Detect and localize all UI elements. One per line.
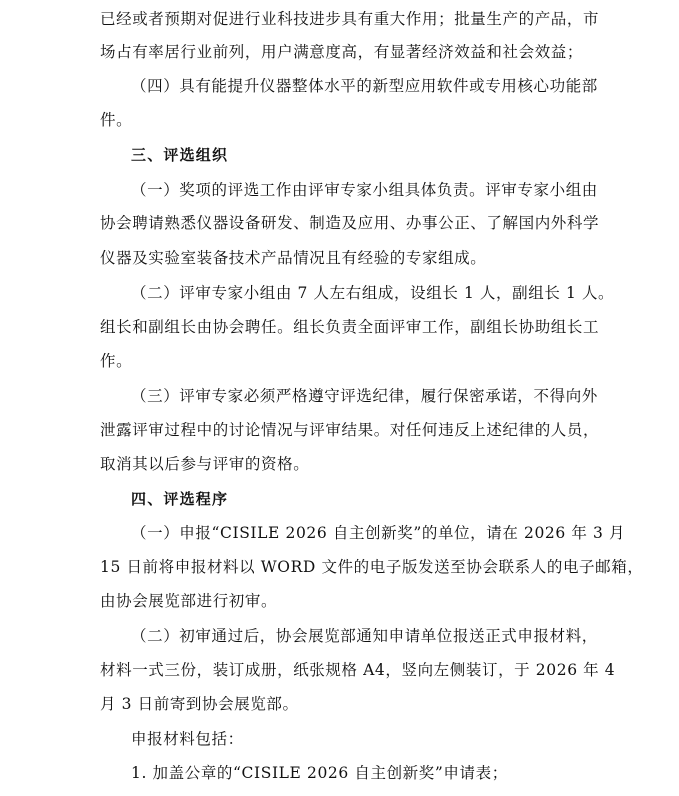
text-line: 组长和副组长由协会聘任。组长负责全面评审工作，副组长协助组长工 bbox=[100, 318, 600, 336]
section-heading: 四、评选程序 bbox=[131, 490, 229, 508]
text-line: 作。 bbox=[100, 352, 133, 370]
text-line: （一）申报“CISILE 2026 自主创新奖”的单位，请在 2026 年 3 月 bbox=[131, 524, 626, 542]
text-line: 材料一式三份，装订成册，纸张规格 A4，竖向左侧装订，于 2026 年 4 bbox=[100, 661, 616, 679]
text-line: 件。 bbox=[100, 111, 133, 129]
text-line: 已经或者预期对促进行业科技进步具有重大作用；批量生产的产品，市 bbox=[100, 10, 600, 28]
text-line: 15 日前将申报材料以 WORD 文件的电子版发送至协会联系人的电子邮箱， bbox=[100, 558, 644, 576]
text-line: （二）初审通过后，协会展览部通知申请单位报送正式申报材料， bbox=[131, 627, 598, 645]
text-line: 协会聘请熟悉仪器设备研发、制造及应用、办事公正、了解国内外科学 bbox=[100, 214, 600, 232]
section-heading: 三、评选组织 bbox=[131, 146, 229, 164]
text-line: （三）评审专家必须严格遵守评选纪律，履行保密承诺，不得向外 bbox=[131, 387, 598, 405]
text-line: 月 3 日前寄到协会展览部。 bbox=[100, 695, 299, 713]
text-line: （一）奖项的评选工作由评审专家小组具体负责。评审专家小组由 bbox=[131, 181, 598, 199]
text-line: 1. 加盖公章的“CISILE 2026 自主创新奖”申请表； bbox=[131, 764, 508, 782]
text-line: （二）评审专家小组由 7 人左右组成，设组长 1 人，副组长 1 人。 bbox=[131, 284, 615, 302]
text-line: 场占有率居行业前列，用户满意度高，有显著经济效益和社会效益； bbox=[100, 43, 584, 61]
text-line: 仪器及实验室装备技术产品情况且有经验的专家组成。 bbox=[100, 249, 487, 267]
text-line: 由协会展览部进行初审。 bbox=[100, 592, 278, 610]
text-line: 取消其以后参与评审的资格。 bbox=[100, 455, 310, 473]
text-line: 申报材料包括： bbox=[131, 730, 244, 748]
text-line: （四）具有能提升仪器整体水平的新型应用软件或专用核心功能部 bbox=[131, 77, 598, 95]
text-line: 泄露评审过程中的讨论情况与评审结果。对任何违反上述纪律的人员， bbox=[100, 421, 600, 439]
